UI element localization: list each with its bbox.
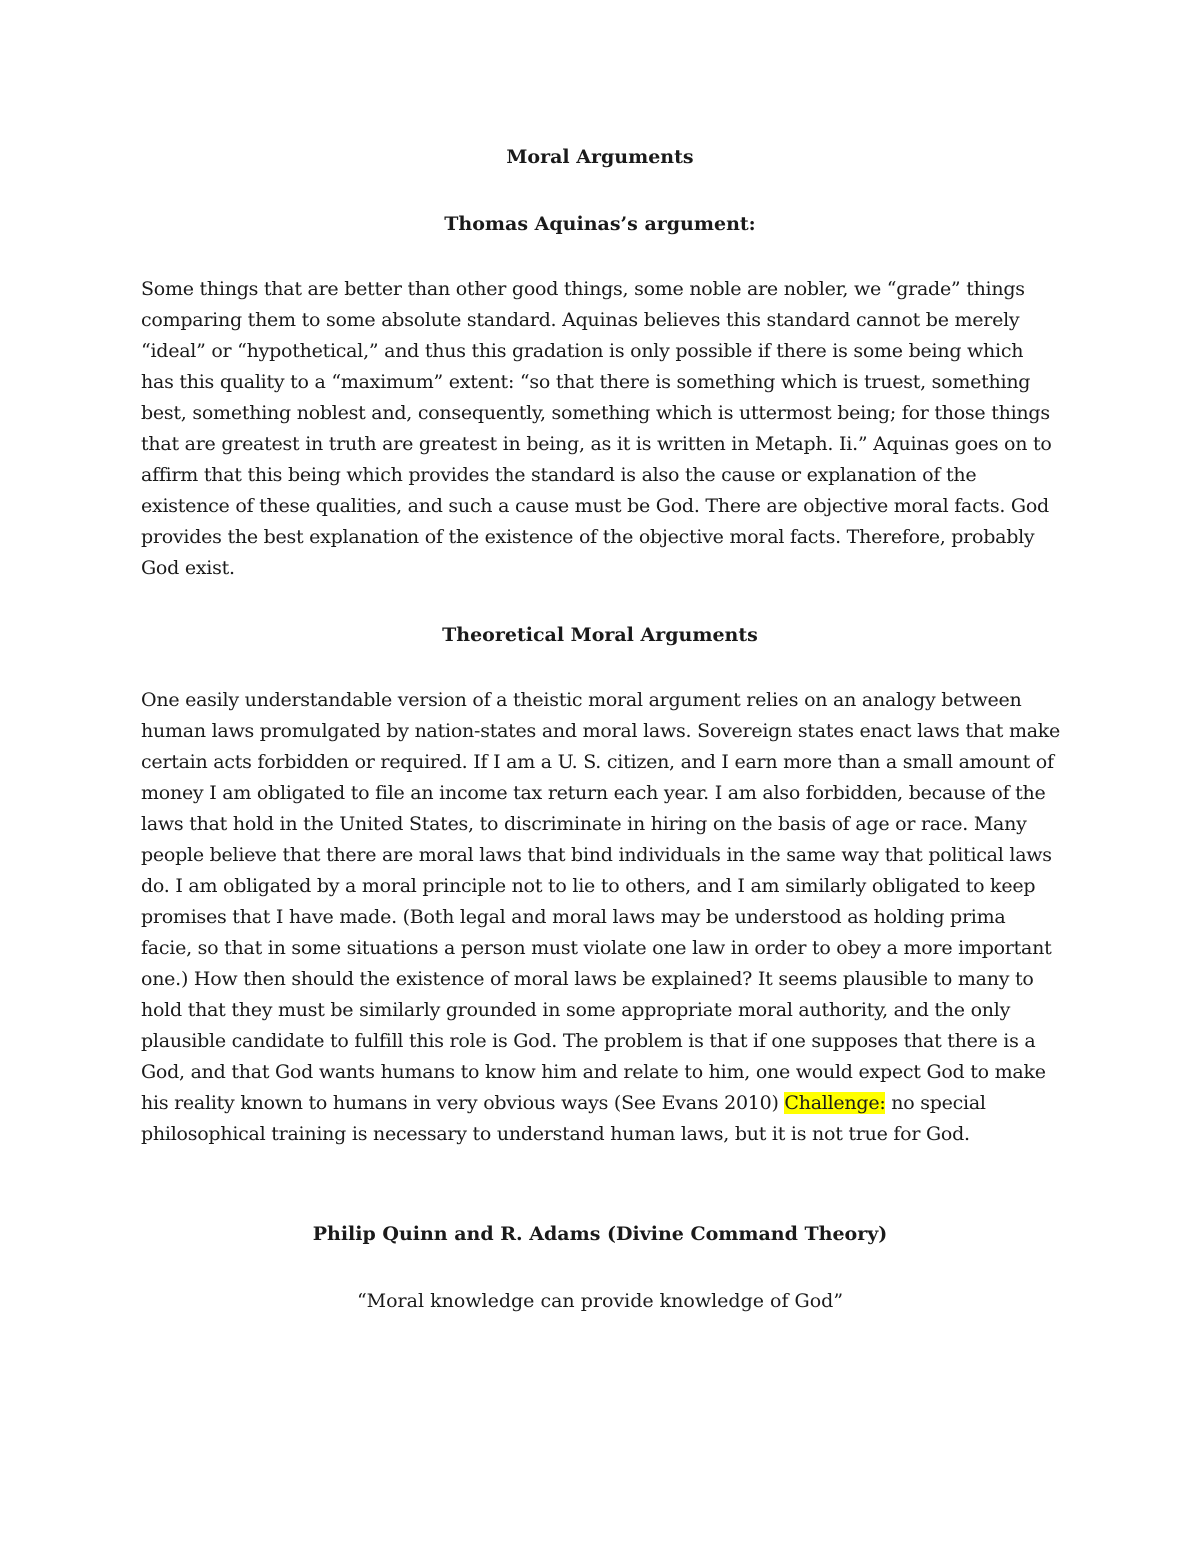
section-heading-divine-command: Philip Quinn and R. Adams (Divine Command Theory) [312, 1223, 888, 1245]
section-heading-aquinas: Thomas Aquinas’s argument: [444, 213, 756, 235]
paragraph-theoretical [141, 685, 1061, 1150]
section-heading-theoretical: Theoretical Moral Arguments [442, 624, 758, 646]
paragraph-theoretical-continuation: no special philosophical training is necessary to understand human laws, but it is not true for God. [141, 1092, 986, 1145]
quote-moral-knowledge: “Moral knowledge can provide knowledge of God” [356, 1290, 844, 1312]
paragraph-theoretical-text: One easily understandable version of a theistic moral argument relies on an analogy between human laws promulgated by nation-states and moral laws. Sovereign states enact laws that make certain acts forbidden or required. If I am a U. S. citizen, and I earn more than a small amount of money I am obligated to file an income tax return each year. I am also forbidden, because of the laws that hold in the United States, to discriminate in hiring on the basis of age or race. Many people believe that there are moral laws that bind individuals in the same way that political laws do. I am obligated by a moral principle not to lie to others, and I am similarly obligated to keep promises that I have made. (Both legal and moral laws may be understood as holding prima facie, so that in some situations a person must violate one law in order to obey a more important one.) How then should the existence of moral laws be explained? It seems plausible to many to hold that they must be similarly grounded in some appropriate moral authority, and the only plausible candidate to fulfill this role is God. The problem is that if one supposes that there is a God, and that God wants humans to know him and relate to him, one would expect God to make his reality known to humans in very obvious ways (See Evans 2010) [141, 689, 1061, 1114]
challenge-highlight: Challenge: [784, 1092, 886, 1114]
paragraph-aquinas: Some things that are better than other good things, some noble are nobler, we “grade” things comparing them to some absolute standard. Aquinas believes this standard cannot be merely “ideal” or “hypothetical,” and thus this gradation is only possible if there is some being which has this quality to a “maximum” extent: “so that there is something which is truest, something best, something noblest and, consequently, something which is uttermost being; for those things that are greatest in truth are greatest in being, as it is written in Metaph. Ii.” Aquinas goes on to affirm that this being which provides the standard is also the cause or explanation of the existence of these qualities, and such a cause must be God. There are objective moral facts. God provides the best explanation of the existence of the objective moral facts. Therefore, probably God exist. [141, 278, 1052, 579]
document-title: Moral Arguments [506, 146, 694, 168]
